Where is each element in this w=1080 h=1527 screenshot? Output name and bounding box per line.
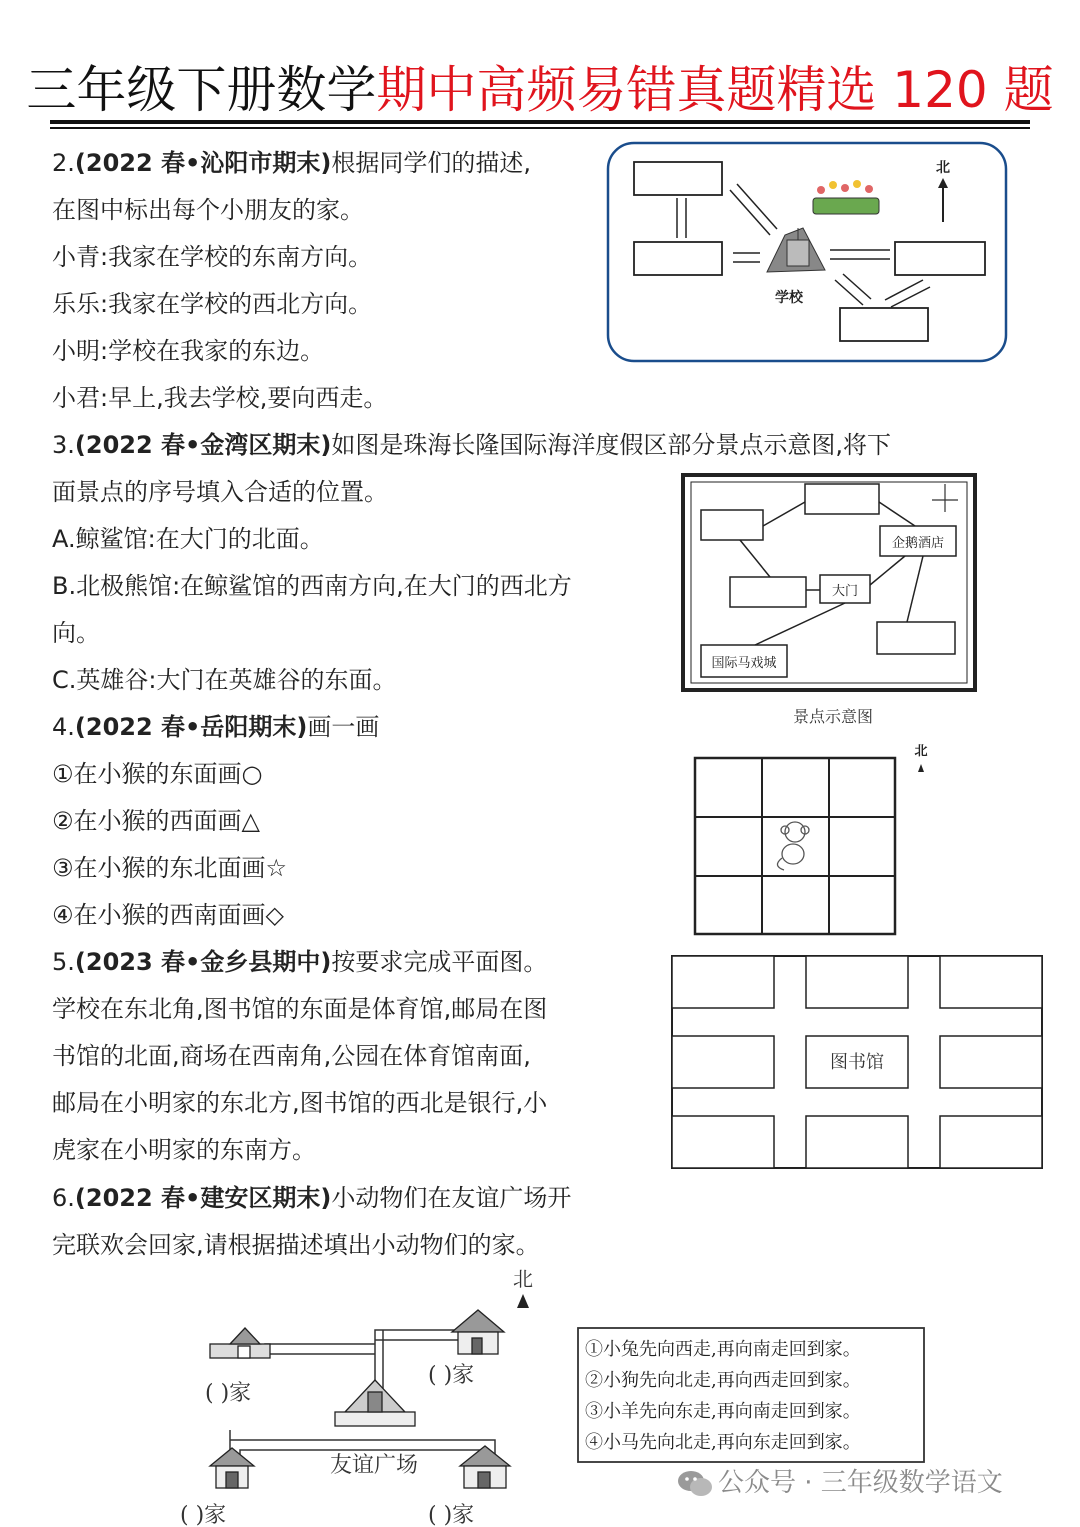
q4-grid [690,740,940,940]
q6-heading: 6.(2022 春•建安区期末)小动物们在友谊广场开 [52,1184,572,1212]
q5-cell-s [806,1116,908,1168]
q2-box-e [895,242,985,275]
q3-hotel-label: 企鹅酒店 [891,536,945,551]
q5-heading: 5.(2023 春•金乡县期中)按要求完成平面图。 [52,948,548,976]
square-icon [335,1380,415,1426]
q5-cell-sw [672,1116,774,1168]
q2-line-3: 小明:学校在我家的东边。 [52,337,325,365]
q4-heading: 4.(2022 春•岳阳期末)画一画 [52,713,380,741]
q4-north-label: 北 [914,744,928,759]
q6-source: (2022 春•建安区期末) [74,1184,332,1212]
q4-grid-frame [695,758,895,934]
house-se-icon [460,1446,510,1488]
q2-north-label: 北 [936,160,950,176]
q6-clue-1: ①小兔先向西走,再向南走回到家。 [585,1339,861,1360]
house-ne-icon [452,1310,504,1354]
q2-map [605,140,1010,365]
q3-heading: 3.(2022 春•金湾区期末)如图是珠海长隆国际海洋度假区部分景点示意图,将下 [52,431,891,459]
q3-prompt-2: 面景点的序号填入合适的位置。 [52,478,388,506]
q5-cell-nw [672,956,774,1008]
q6-north-label: 北 [513,1267,533,1291]
q3-item-c: C.英雄谷:大门在英雄谷的东面。 [52,666,397,694]
q5-line-4: 虎家在小明家的东南方。 [52,1136,316,1164]
q5-line-1: 学校在东北角,图书馆的东面是体育馆,邮局在图 [52,995,548,1023]
q6-north-arrow [517,1294,529,1308]
q2-school-label: 学校 [775,290,803,306]
q6-home-blank-ne: ( )家 [428,1363,475,1388]
q5-line-3: 邮局在小明家的东北方,图书馆的西北是银行,小 [52,1089,548,1117]
q3-box-2 [805,484,879,514]
q3-box-3 [730,577,806,607]
q6-home-blank-se: ( )家 [428,1503,475,1527]
q2-source: (2022 春•沁阳市期末) [74,149,332,177]
q2-box-nw [634,162,722,195]
q6-prompt-2: 完联欢会回家,请根据描述填出小动物们的家。 [52,1231,540,1259]
q5-cell-w [672,1036,774,1088]
q3-source: (2022 春•金湾区期末) [74,431,332,459]
q3-item-a: A.鲸鲨馆:在大门的北面。 [52,525,324,553]
q2-line-4: 小君:早上,我去学校,要向西走。 [52,384,388,412]
q6-clue-2: ②小狗先向北走,再向西走回到家。 [585,1370,861,1391]
q6-home-blank-nw: ( )家 [205,1381,252,1406]
wechat-icon [675,1463,715,1503]
q3-map [675,470,985,730]
watermark-text: 公众号 · 三年级数学语文 [718,1468,1003,1498]
q2-box-se [840,308,928,341]
q5-cell-se [940,1116,1042,1168]
q2-box-w [634,242,722,275]
q5-cell-n [806,956,908,1008]
q2-line-2: 乐乐:我家在学校的西北方向。 [52,290,373,318]
q6-square-label: 友谊广场 [329,1453,419,1478]
q2-line-1: 小青:我家在学校的东南方向。 [52,243,373,271]
q2-prompt-2: 在图中标出每个小朋友的家。 [52,196,364,224]
house-sw-icon [210,1448,254,1488]
q2-heading: 2.(2022 春•沁阳市期末)根据同学们的描述, [52,149,531,177]
q3-item-b-1: B.北极熊馆:在鲸鲨馆的西南方向,在大门的西北方 [52,572,572,600]
q4-source: (2022 春•岳阳期末) [74,713,308,741]
q3-box-1 [701,510,763,540]
q5-cell-e [940,1036,1042,1088]
q4-line-4: ④在小猴的西南面画◇ [52,901,284,929]
q5-line-2: 书馆的北面,商场在西南角,公园在体育馆南面, [52,1042,531,1070]
q3-item-b-2: 向。 [52,619,100,647]
q5-cell-ne [940,956,1042,1008]
q6-home-blank-sw: ( )家 [180,1503,227,1527]
title-rule-thick [50,120,1030,124]
title-black: 三年级下册数学 [26,61,377,119]
q3-box-4 [877,622,955,654]
q4-north-arrow [918,764,924,772]
q3-map-caption: 景点示意图 [792,707,874,726]
page-title [0,58,1080,122]
q6-clue-4: ④小马先向北走,再向东走回到家。 [585,1432,861,1453]
title-rule-thin [50,127,1030,129]
q5-plan [668,952,1048,1174]
q6-map [170,1262,570,1527]
q4-line-1: ①在小猴的东面画○ [52,760,263,788]
q5-center-label: 图书馆 [830,1052,884,1073]
house-nw-icon [210,1328,270,1358]
q3-circus-label: 国际马戏城 [711,656,777,671]
q4-line-3: ③在小猴的东北面画☆ [52,854,288,882]
q4-line-2: ②在小猴的西面画△ [52,807,260,835]
q3-gate-label: 大门 [831,584,859,599]
title-red: 期中高频易错真题精选 120 题 [376,61,1054,119]
q5-source: (2023 春•金乡县期中) [74,948,332,976]
q6-clue-box [575,1325,927,1465]
q6-clue-3: ③小羊先向东走,再向南走回到家。 [585,1401,861,1422]
